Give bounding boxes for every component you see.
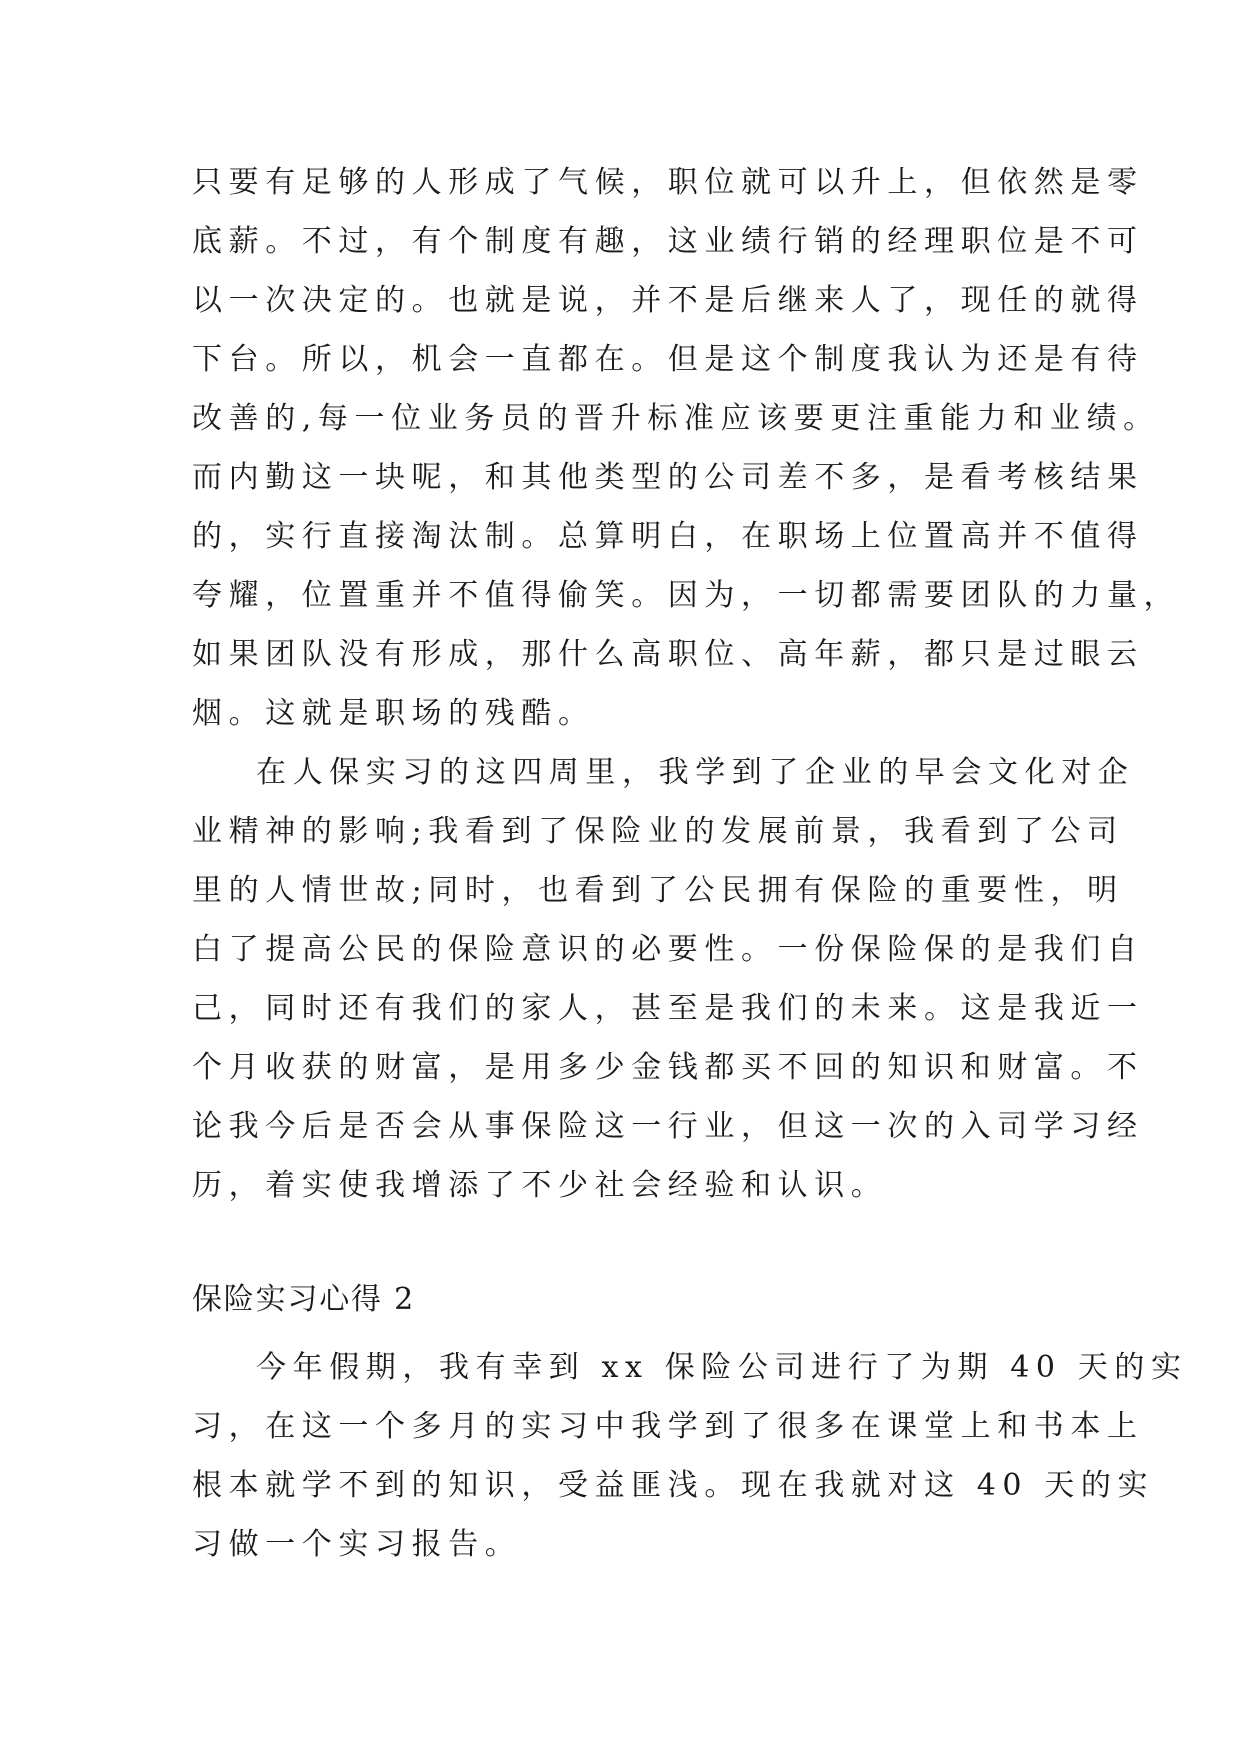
- paragraph-internship-summary: [192, 743, 1144, 1215]
- text-line: 的，实行直接淘汰制。总算明白，在职场上位置高并不值得: [192, 519, 1144, 554]
- text-line: 底薪。不过，有个制度有趣，这业绩行销的经理职位是不可: [192, 224, 1144, 259]
- text-line: 只要有足够的人形成了气候，职位就可以升上，但依然是零: [192, 165, 1144, 200]
- text-line: 而内勤这一块呢，和其他类型的公司差不多，是看考核结果: [192, 460, 1144, 495]
- text-line: 业精神的影响;我看到了保险业的发展前景，我看到了公司: [192, 814, 1124, 849]
- section-heading: 保险实习心得 2: [192, 1282, 416, 1317]
- text-line: 今年假期，我有幸到 xx 保险公司进行了为期 40 天的实: [256, 1350, 1188, 1385]
- text-line: 烟。这就是职场的残酷。: [192, 696, 595, 731]
- text-line: 习，在这一个多月的实习中我学到了很多在课堂上和书本上: [192, 1409, 1144, 1444]
- text-line: 历，着实使我增添了不少社会经验和认识。: [192, 1168, 888, 1203]
- text-line: 在人保实习的这四周里，我学到了企业的早会文化对企: [256, 755, 1135, 790]
- text-line: 根本就学不到的知识，受益匪浅。现在我就对这 40 天的实: [192, 1468, 1155, 1503]
- text-line: 以一次决定的。也就是说，并不是后继来人了，现任的就得: [192, 283, 1144, 318]
- text-line: 里的人情世故;同时，也看到了公民拥有保险的重要性，明: [192, 873, 1124, 908]
- text-line: 如果团队没有形成，那什么高职位、高年薪，都只是过眼云: [192, 637, 1144, 672]
- text-line: 己，同时还有我们的家人，甚至是我们的未来。这是我近一: [192, 991, 1144, 1026]
- text-line: 下台。所以，机会一直都在。但是这个制度我认为还是有待: [192, 342, 1144, 377]
- text-line: 论我今后是否会从事保险这一行业，但这一次的入司学习经: [192, 1109, 1144, 1144]
- paragraph-new-internship: [192, 1338, 1188, 1574]
- document-body: [192, 153, 1188, 1574]
- text-line: 白了提高公民的保险意识的必要性。一份保险保的是我们自: [192, 932, 1144, 967]
- text-line: 夸耀，位置重并不值得偷笑。因为，一切都需要团队的力量，: [192, 578, 1181, 613]
- paragraph-workplace-system: [192, 153, 1181, 743]
- text-line: 个月收获的财富，是用多少金钱都买不回的知识和财富。不: [192, 1050, 1144, 1085]
- text-line: 习做一个实习报告。: [192, 1527, 522, 1562]
- text-line: 改善的,每一位业务员的晋升标准应该要更注重能力和业绩。: [192, 401, 1160, 436]
